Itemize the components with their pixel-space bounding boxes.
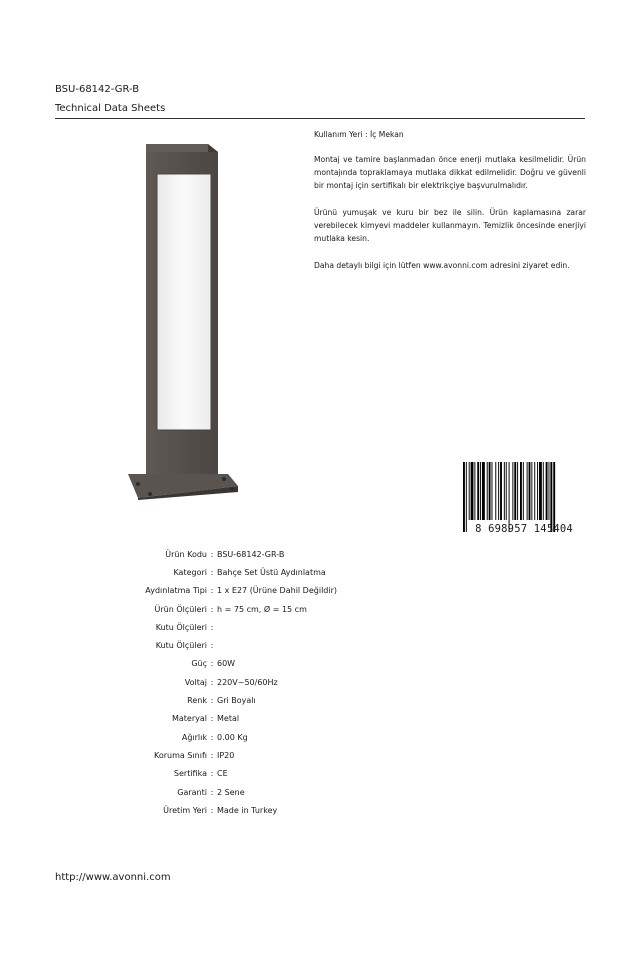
spec-label: Voltaj [184,677,207,687]
product-image [124,138,242,500]
spec-label: Kategori [173,567,207,577]
barcode-bar [539,462,542,520]
spec-label: Sertifika [173,769,207,779]
barcode-bar [500,462,502,520]
barcode-bar [504,462,505,520]
barcode-bar [553,462,555,532]
barcode-bar [477,462,479,520]
spec-label: Renk [187,696,207,706]
spec-value: 60W [217,659,236,669]
document-subtitle: Technical Data Sheets [55,103,166,114]
cleaning-paragraph: Ürünü yumuşak ve kuru bir bez ile silin. Ürün kaplamasına zarar verebilecek kimyevi maddeler kullanmayın. Temizlik öncesinde enerjiyi mutlaka kesin. [314,208,586,243]
barcode-bar [506,462,507,520]
barcode-bar [469,462,470,520]
spec-separator: : [210,769,214,779]
spec-label: Ürün Kodu [165,549,207,559]
barcode-bar [489,462,491,520]
barcode-bar [482,462,485,520]
spec-row [95,545,397,563]
spec-value: Made in Turkey [217,805,278,815]
spec-label: Ürün Ölçüleri [154,604,207,614]
spec-label: Materyal [171,714,207,724]
spec-separator: : [210,732,214,742]
barcode-bar [517,462,518,520]
barcode-bar [512,462,513,520]
barcode-bar [520,462,522,520]
spec-row [95,691,397,709]
barcode-bar [534,462,535,520]
spec-label: Garanti [177,787,207,797]
spec-row [95,673,397,691]
spec-separator: : [210,586,214,596]
barcode-bar [471,462,474,520]
spec-separator: : [210,805,214,815]
barcode-bar [546,462,548,520]
spec-value: 1 x E27 (Ürüne Dahil Değildir) [217,586,337,596]
header-divider [55,118,585,119]
barcode-bar [529,462,531,520]
info-block [314,128,586,286]
spec-row [95,783,397,801]
spec-row [95,710,397,728]
spec-separator: : [210,696,214,706]
barcode-bar [537,462,538,520]
spec-separator: : [210,677,214,687]
spec-separator: : [210,787,214,797]
footer-link[interactable]: http://www.avonni.com [55,872,171,883]
spec-separator: : [210,567,214,577]
barcode-bar [523,462,524,520]
barcode-bar [543,462,544,520]
spec-separator: : [210,604,214,614]
spec-row [95,600,397,618]
barcode-bar [550,462,552,532]
spec-separator: : [210,750,214,760]
spec-value: h = 75 cm, Ø = 15 cm [217,604,307,614]
spec-label: Aydınlatma Tipi [145,586,207,596]
spec-separator: : [210,622,214,632]
barcode-bar [509,462,510,532]
spec-label: Koruma Sınıfı [154,750,207,760]
spec-row [95,655,397,673]
spec-row [95,582,397,600]
spec-row [95,765,397,783]
product-code-title: BSU-68142-GR-B [55,84,140,95]
barcode-bar [487,462,488,520]
barcode-bar [466,462,467,532]
spec-row [95,801,397,819]
barcode-bar [480,462,481,520]
spec-row [95,746,397,764]
barcode-bar [549,462,550,520]
spec-value: Bahçe Set Üstü Aydınlatma [217,567,326,577]
spec-table [95,545,397,819]
spec-value: IP20 [217,750,235,760]
spec-label: Kutu Ölçüleri [155,641,207,651]
barcode-bar [531,462,532,520]
website-paragraph: Daha detaylı bilgi için lütfen www.avonni.com adresini ziyaret edin. [314,261,570,270]
spec-separator: : [210,659,214,669]
spec-row [95,618,397,636]
barcode-bar [514,462,516,520]
spec-value: 2 Sene [217,787,245,797]
spec-row [95,563,397,581]
barcode-bar [474,462,475,520]
spec-value: BSU-68142-GR-B [217,549,285,559]
spec-separator: : [210,714,214,724]
spec-value: CE [217,769,228,779]
spec-separator: : [210,641,214,651]
spec-value: 0.00 Kg [217,732,248,742]
spec-value: Gri Boyalı [217,696,256,706]
barcode-bar [492,462,493,520]
spec-value: 220V~50/60Hz [217,677,278,687]
spec-label: Kutu Ölçüleri [155,622,207,632]
barcode-bar [527,462,528,520]
barcode-bar [495,462,496,520]
usage-text: Kullanım Yeri : İç Mekan [314,130,404,139]
safety-paragraph: Montaj ve tamire başlanmadan önce enerji mutlaka kesilmelidir. Ürün montajında topraklamaya mutlaka dikkat edilmelidir. Doğru ve güvenli bir montaj için sertifikalı bir elektrikçiye başvurulmalıdır. [314,155,586,190]
spec-value: Metal [217,714,240,724]
barcode-bar [498,462,499,520]
barcode-bar [463,462,465,532]
spec-label: Üretim Yeri [163,805,207,815]
barcode-number: 8 698957 145404 [475,523,573,535]
spec-row [95,636,397,654]
spec-separator: : [210,549,214,559]
spec-label: Ağırlık [181,732,207,742]
spec-label: Güç [191,659,207,669]
spec-row [95,728,397,746]
